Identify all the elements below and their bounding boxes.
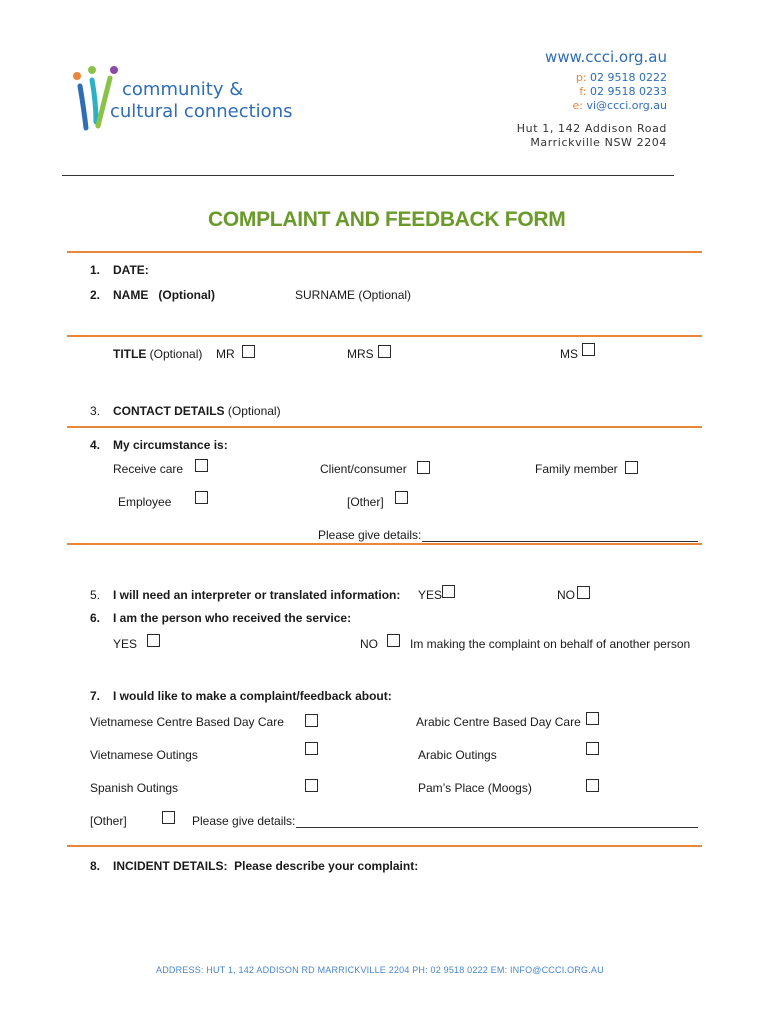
ms-label: MS: [560, 347, 578, 361]
title-label: TITLE: [113, 347, 147, 361]
mrs-checkbox[interactable]: [378, 345, 391, 358]
title-optional: (Optional): [149, 347, 203, 361]
interpreter-yes-label: YES: [418, 588, 443, 602]
received-service-label: I am the person who received the service:: [113, 611, 352, 625]
website-link[interactable]: www.ccci.org.au: [545, 48, 667, 66]
circumstance-details-field[interactable]: [422, 528, 698, 542]
incident-row: [113, 859, 418, 873]
received-yes-checkbox[interactable]: [147, 634, 160, 647]
receive-care-checkbox[interactable]: [195, 459, 208, 472]
name-optional: (Optional): [158, 288, 216, 302]
other-service-checkbox[interactable]: [162, 811, 175, 824]
title-row: [113, 347, 202, 361]
interpreter-no-checkbox[interactable]: [577, 586, 590, 599]
received-no-label: NO: [360, 637, 378, 651]
viet-day-care-label: Vietnamese Centre Based Day Care: [90, 715, 284, 729]
contact-details-label: CONTACT DETAILS: [113, 404, 225, 418]
logo-line-1: community &: [122, 79, 244, 100]
fax-value: 02 9518 0233: [590, 85, 667, 98]
spanish-outings-checkbox[interactable]: [305, 779, 318, 792]
address-line-2: Marrickville NSW 2204: [530, 136, 667, 149]
incident-details-area[interactable]: [113, 878, 698, 948]
service-divider: [67, 845, 702, 847]
name-row: [113, 288, 215, 302]
receive-care-label: Receive care: [113, 462, 184, 476]
incident-details-sublabel: Please describe your complaint:: [234, 859, 419, 873]
section-1-number: 1.: [90, 263, 101, 277]
circumstance-label: My circumstance is:: [113, 438, 228, 452]
phone-value: 02 9518 0222: [590, 71, 667, 84]
email-line: [573, 99, 668, 112]
email-label: e:: [572, 99, 583, 112]
arabic-day-care-label: Arabic Centre Based Day Care: [416, 715, 581, 729]
interpreter-yes-checkbox[interactable]: [442, 585, 455, 598]
service-details-label: Please give details:: [192, 814, 296, 828]
other-circumstance-checkbox[interactable]: [395, 491, 408, 504]
section-8-number: 8.: [90, 859, 101, 873]
pams-place-checkbox[interactable]: [586, 779, 599, 792]
address-line-1: Hut 1, 142 Addison Road: [516, 122, 667, 135]
contact-details-optional: (Optional): [227, 404, 281, 418]
mr-label: MR: [216, 347, 235, 361]
form-title: COMPLAINT AND FEEDBACK FORM: [208, 208, 566, 231]
employee-label: Employee: [118, 495, 172, 509]
arabic-day-care-checkbox[interactable]: [586, 712, 599, 725]
on-behalf-label: Im making the complaint on behalf of another person: [410, 637, 691, 651]
complaint-about-label: I would like to make a complaint/feedback about:: [113, 689, 392, 703]
phone-label: p:: [575, 71, 587, 84]
interpreter-no-label: NO: [557, 588, 575, 602]
viet-day-care-checkbox[interactable]: [305, 714, 318, 727]
other-service-label: [Other]: [90, 814, 127, 828]
interpreter-label: I will need an interpreter or translated information:: [113, 588, 401, 602]
arabic-outings-label: Arabic Outings: [418, 748, 497, 762]
received-no-checkbox[interactable]: [387, 634, 400, 647]
fax-label: f:: [579, 85, 587, 98]
email-value[interactable]: vi@ccci.org.au: [586, 99, 667, 112]
logo-figures-icon: [70, 62, 118, 134]
spanish-outings-label: Spanish Outings: [90, 781, 179, 795]
viet-outings-checkbox[interactable]: [305, 742, 318, 755]
client-consumer-checkbox[interactable]: [417, 461, 430, 474]
ms-checkbox[interactable]: [582, 343, 595, 356]
arabic-outings-checkbox[interactable]: [586, 742, 599, 755]
circumstance-details-label: Please give details:: [318, 528, 422, 542]
contact-divider: [67, 426, 702, 428]
section-4-number: 4.: [90, 438, 101, 452]
footer-address: ADDRESS: HUT 1, 142 ADDISON RD MARRICKVILLE 2204 PH: 02 9518 0222 EM: INFO@CCCI.ORG.AU: [156, 965, 604, 975]
name-divider: [67, 335, 702, 337]
section-2-number: 2.: [90, 288, 101, 302]
incident-details-label: INCIDENT DETAILS:: [113, 859, 228, 873]
name-label: NAME: [113, 288, 149, 302]
brand-logo: [70, 62, 293, 134]
section-5-number: 5.: [90, 588, 101, 602]
family-member-label: Family member: [535, 462, 618, 476]
surname-label: SURNAME (Optional): [295, 288, 412, 302]
mrs-label: MRS: [347, 347, 374, 361]
phone-line: [576, 71, 667, 84]
service-details-field[interactable]: [296, 814, 698, 828]
received-yes-label: YES: [113, 637, 138, 651]
other-circumstance-label: [Other]: [347, 495, 384, 509]
employee-checkbox[interactable]: [195, 491, 208, 504]
circumstance-divider: [67, 543, 702, 545]
section-3-number: 3.: [90, 404, 101, 418]
fax-line: [579, 85, 667, 98]
mr-checkbox[interactable]: [242, 345, 255, 358]
header-divider: [62, 175, 674, 176]
section-6-number: 6.: [90, 611, 101, 625]
family-member-checkbox[interactable]: [625, 461, 638, 474]
date-label: DATE:: [113, 263, 149, 277]
client-consumer-label: Client/consumer: [320, 462, 407, 476]
viet-outings-label: Vietnamese Outings: [90, 748, 198, 762]
pams-place-label: Pam’s Place (Moogs): [418, 781, 532, 795]
contact-details-row: [113, 404, 281, 418]
section-7-number: 7.: [90, 689, 101, 703]
logo-line-2: cultural connections: [110, 101, 293, 122]
title-divider: [67, 251, 702, 253]
